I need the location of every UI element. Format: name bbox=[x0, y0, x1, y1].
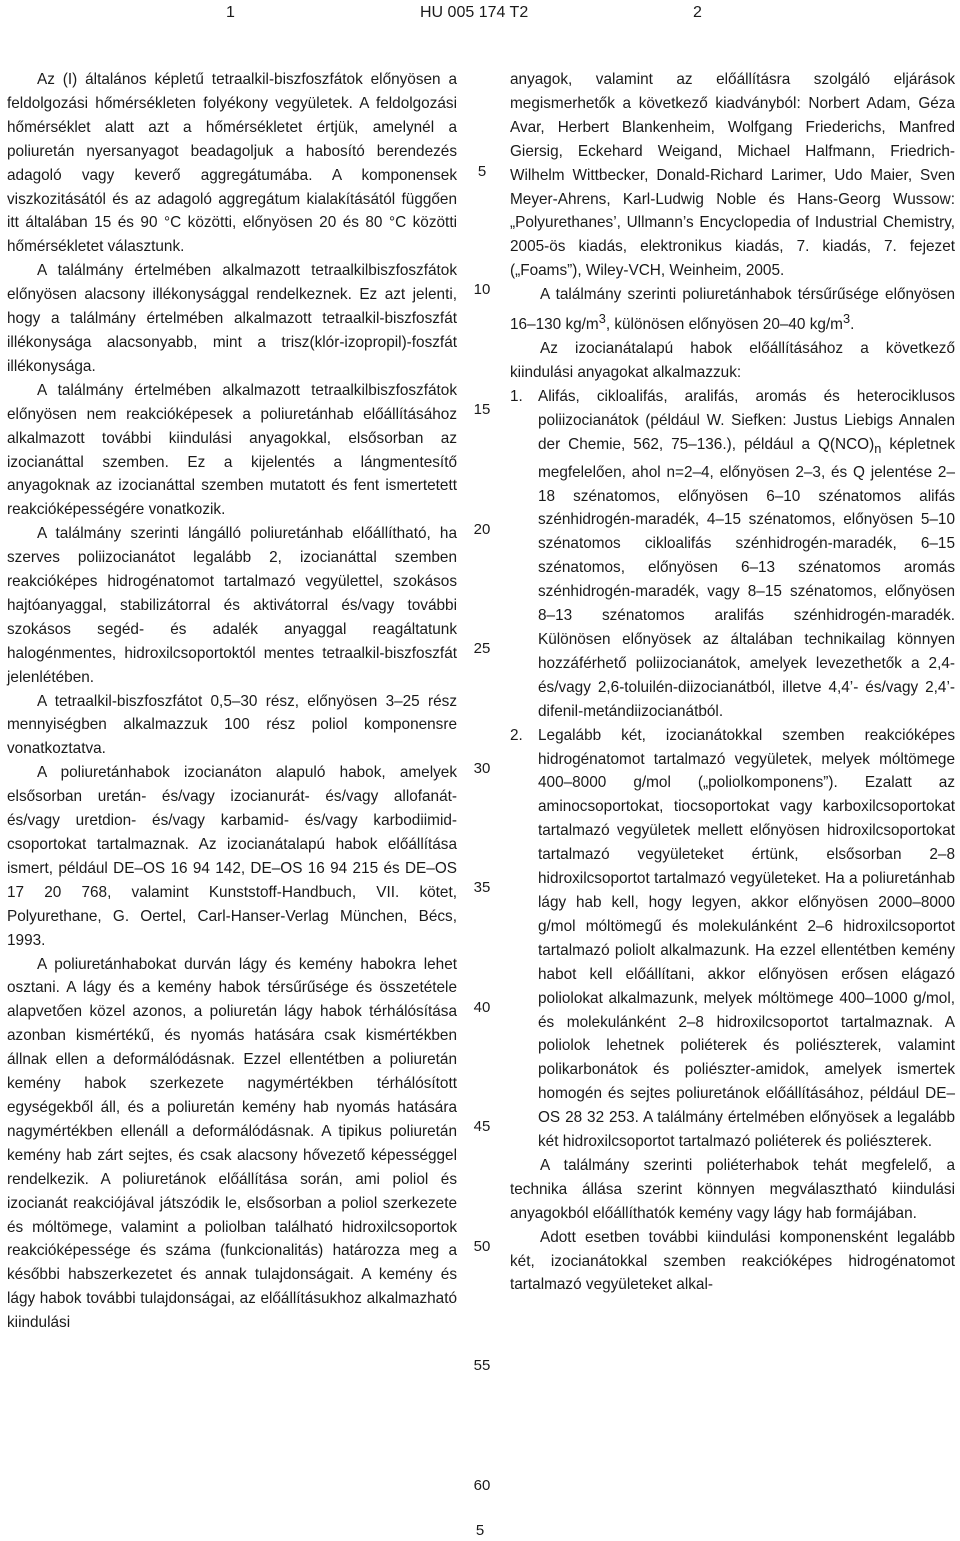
header-title: HU 005 174 T2 bbox=[420, 4, 529, 21]
list-item bbox=[510, 724, 955, 1154]
line-number: 5 bbox=[477, 163, 487, 180]
paragraph: Adott esetben további kiindulási komponensként legalább két, izocianátokkal szemben reakcióképes hidrogénatomot tartalmazó vegyületeket alkal- bbox=[510, 1228, 955, 1294]
superscript: 3 bbox=[842, 311, 851, 327]
paragraph: A tetraalkil-biszfoszfátot 0,5–30 rész, előnyösen 3–25 rész mennyiségben alkalmazzuk 100 rész poliol komponensre vonatkoztatva. bbox=[7, 692, 457, 758]
superscript: 3 bbox=[598, 311, 606, 327]
left-column bbox=[7, 68, 457, 1335]
list-text: Legalább két, izocianátokkal szemben reakcióképes hidrogénatomot tartalmazó vegyületek, melyek móltömege 400–8000 g/mol („poliolkomponens”). Ezalatt az aminocsoportokat, tiocsoportokat vagy karboxilcsoportokat tartalmazó vegyületek mellett előnyösen hidroxilcsoportokat tartalmazó vegyületeket értünk, elsősorban 2–8 hidroxilcsoportot tartalmazó vegyületeket. Ha a poliuretánhab lágy hab kell, hogy legyen, akkor előnyösen 2000–8000 g/mol móltömegű és molekulánként 2–6 hidroxilcsoportot tartalmazó poliolt alkalmazunk. Ha ezzel ellentétben kemény habot kell előállítani, akkor előnyösen erősen elágazó poliolokat alkalmazunk, melyek móltömege 400–1000 g/mol, és molekulánként 2–8 hidroxilcsoportot tartalmaznak. A poliolok lehetnek poliéterek és poliészterek, valamint polikarbonátok és poliészter-amidok, amelyek ismertek homogén és sejtes poliuretánok előállításához, például DE–OS 28 32 253. A találmány értelmében előnyösek a legalább két hidroxilcsoportot tartalmazó poliéterek és poliészterek. bbox=[538, 726, 955, 1151]
paragraph: A találmány szerinti lángálló poliuretánhab előállítható, ha szerves poliizocianátot legalább 2, izocianáttal szemben reakcióképes hidrogénatomot tartalmazó vegyülettel, szokásos hajtóanyaggal, stabilizátorral és aktivátorral és/vagy további szokásos segéd- és adalék anyaggal reagáltatunk halogénmentes, hidroxilcsoportoktól mentes tetraalkil-biszfoszfát jelenlétében. bbox=[7, 525, 457, 686]
paragraph: Az (I) általános képletű tetraalkil-biszfoszfátok előnyösen a feldolgozási hőmérsékleten folyékony vegyületek. A feldolgozási hőmérséklet alatt azt a hőmérsékletet értjük, amelynél a poliuretán nyersanyagot beadagoljuk a habosító berendezés adagoló vagy keverő aggregátumába. A komponensek viszkozitásától és az adagoló aggregátum kialakításától függően itt általában 15 és 90 °C közötti, előnyösen 20 és 80 °C közötti hőmérsékletet választunk. bbox=[7, 71, 457, 256]
line-number: 10 bbox=[473, 281, 491, 298]
line-number: 35 bbox=[473, 879, 491, 896]
line-number: 20 bbox=[473, 521, 491, 538]
list-number: 2. bbox=[510, 726, 523, 744]
line-number: 15 bbox=[473, 401, 491, 418]
paragraph: Az izocianátalapú habok előállításához a következő kiindulási anyagokat alkalmazzuk: bbox=[510, 340, 955, 381]
line-number: 60 bbox=[473, 1477, 491, 1494]
header-page-left: 1 bbox=[226, 4, 235, 21]
text-run: képletnek megfelelően, ahol n=2–4, előnyösen 2–3, és Q jelentése 2–18 szénatomos, előnyösen 6–10 szénatomos alifás szénhidrogén-maradék, 4–15 szénatomos, előnyösen 5–10 szénatomos cikloalifás szénhidrogén-maradék, 6–15 szénatomos, előnyösen 6–13 szénatomos aromás szénhidrogén-maradék, vagy 8–15 szénatomos, előnyösen 8–13 szénatomos aralifás szénhidrogén-maradék. Különösen előnyösek az általában technikailag könnyen hozzáférhető poliizocianátok, amelyek levezethetők a 2,4- és/vagy 2,6-toluilén-diizocianátból, illetve 4,4’- és/vagy 2,4’-difenil-metándiizocianátból. bbox=[538, 435, 955, 720]
list-item bbox=[510, 385, 955, 724]
paragraph: A találmány szerinti poliéterhabok tehát megfelelő, a technika állása szerint könnyen megválasztható kiindulási anyagokból előállíthatók kemény vagy lágy hab formájában. bbox=[510, 1156, 955, 1222]
header-page-right: 2 bbox=[693, 4, 702, 21]
line-number: 55 bbox=[473, 1357, 491, 1374]
footer-page-number: 5 bbox=[475, 1522, 485, 1539]
paragraph: A poliuretánhabokat durván lágy és kemény habokra lehet osztani. A lágy és a kemény habok térsűrűsége és összetétele alapvetően közel azonos, a poliuretán lágy habok térhálósítása azonban kismértékű, és nyomás hatására csak kismértékben állnak ellen a deformálódásnak. Ezzel ellentétben a poliuretán kemény habok szerkezete nagymértékben térhálósított egységekből áll, és a poliuretán kemény hab nyomás hatására nagymértékben ellenáll a deformálódásnak. A tipikus poliuretán kemény hab zárt sejtes, és csak alacsony hővezető képességgel rendelkezik. A poliuretánok előállítása során, ami poliol és izocianát reakciójával játszódik le, elsősorban a poliol szerkezete és móltömege, valamint a poliolban található hidroxilcsoportok reakcióképessége és száma (funkcionalitás) határozza meg a későbbi habszerkezetet és annak tulajdonságait. A kemény és lágy habok további tulajdonságai, az előállításukhoz alkalmazható kiindulási bbox=[7, 955, 457, 1332]
paragraph-density bbox=[510, 283, 955, 337]
line-number: 40 bbox=[473, 999, 491, 1016]
line-number: 25 bbox=[473, 640, 491, 657]
paragraph: A találmány értelmében alkalmazott tetraalkilbiszfoszfátok előnyösen alacsony illékonysággal rendelkeznek. Ez azt jelenti, hogy a találmány értelmében alkalmazott tetraalkil-biszfoszfát illékonysága alacsonyabb, mint a trisz(klór-izopropil)-foszfát illékonysága. bbox=[7, 262, 457, 375]
list-text bbox=[538, 385, 955, 724]
text-run: , különösen előnyösen 20–40 kg/m bbox=[605, 316, 843, 334]
paragraph: anyagok, valamint az előállításra szolgáló eljárások megismerhetők a következő kiadványból: Norbert Adam, Géza Avar, Herbert Blankenheim, Wolfgang Friederichs, Manfred Giersig, Eckehard Weigand, Michael Halfmann, Friedrich-Wilhelm Wittbecker, Donald-Richard Larimer, Udo Maier, Sven Meyer-Ahrens, Karl-Ludwig Noble és Hans-Georg Wussow: „Polyurethanes’, Ullmann’s Encyclopedia of Industrial Chemistry, 2005-ös kiadás, elektronikus kiadás, 7. kiadás, 7. fejezet („Foams”), Wiley-VCH, Weinheim, 2005. bbox=[510, 71, 955, 280]
line-number: 30 bbox=[473, 760, 491, 777]
paragraph: A találmány értelmében alkalmazott tetraalkilbiszfoszfátok előnyösen nem reakcióképesek a poliuretánhab előállításához alkalmazott további kiindulási anyagokkal, elsősorban az izocianáttal szemben. Ez a kijelentés a lángmentesítő anyagoknak az izocianáttal szemben mutatott és fent ismertetett reakcióképességére vonatkozik. bbox=[7, 381, 457, 519]
text-run: Alifás, cikloalifás, aralifás, aromás és heterociklusos poliizocianátok (például W. Siefken: Justus Liebigs Annalen der Chemie, 562, 75–136.), például a Q(NCO) bbox=[538, 387, 955, 453]
right-column bbox=[510, 68, 955, 1297]
line-number: 50 bbox=[473, 1238, 491, 1255]
subscript: n bbox=[874, 440, 882, 456]
text-run: . bbox=[850, 316, 855, 334]
line-number: 45 bbox=[473, 1118, 491, 1135]
list-number: 1. bbox=[510, 387, 523, 405]
paragraph: A poliuretánhabok izocianáton alapuló habok, amelyek elsősorban uretán- és/vagy izocianurát- és/vagy allofanát- és/vagy uretdion- és/vagy karbamid- és/vagy karbodiimid-csoportokat tartalmaznak. Az izocianátalapú habok előállítása ismert, például DE–OS 16 94 142, DE–OS 16 94 215 és DE–OS 17 20 768, valamint Kunststoff-Handbuch, VII. kötet, Polyurethane, G. Oertel, Carl-Hanser-Verlag München, Bécs, 1993. bbox=[7, 764, 457, 949]
text-run: A találmány szerinti poliuretánhabok térsűrűsége előnyösen 16–130 kg/m bbox=[510, 286, 955, 334]
